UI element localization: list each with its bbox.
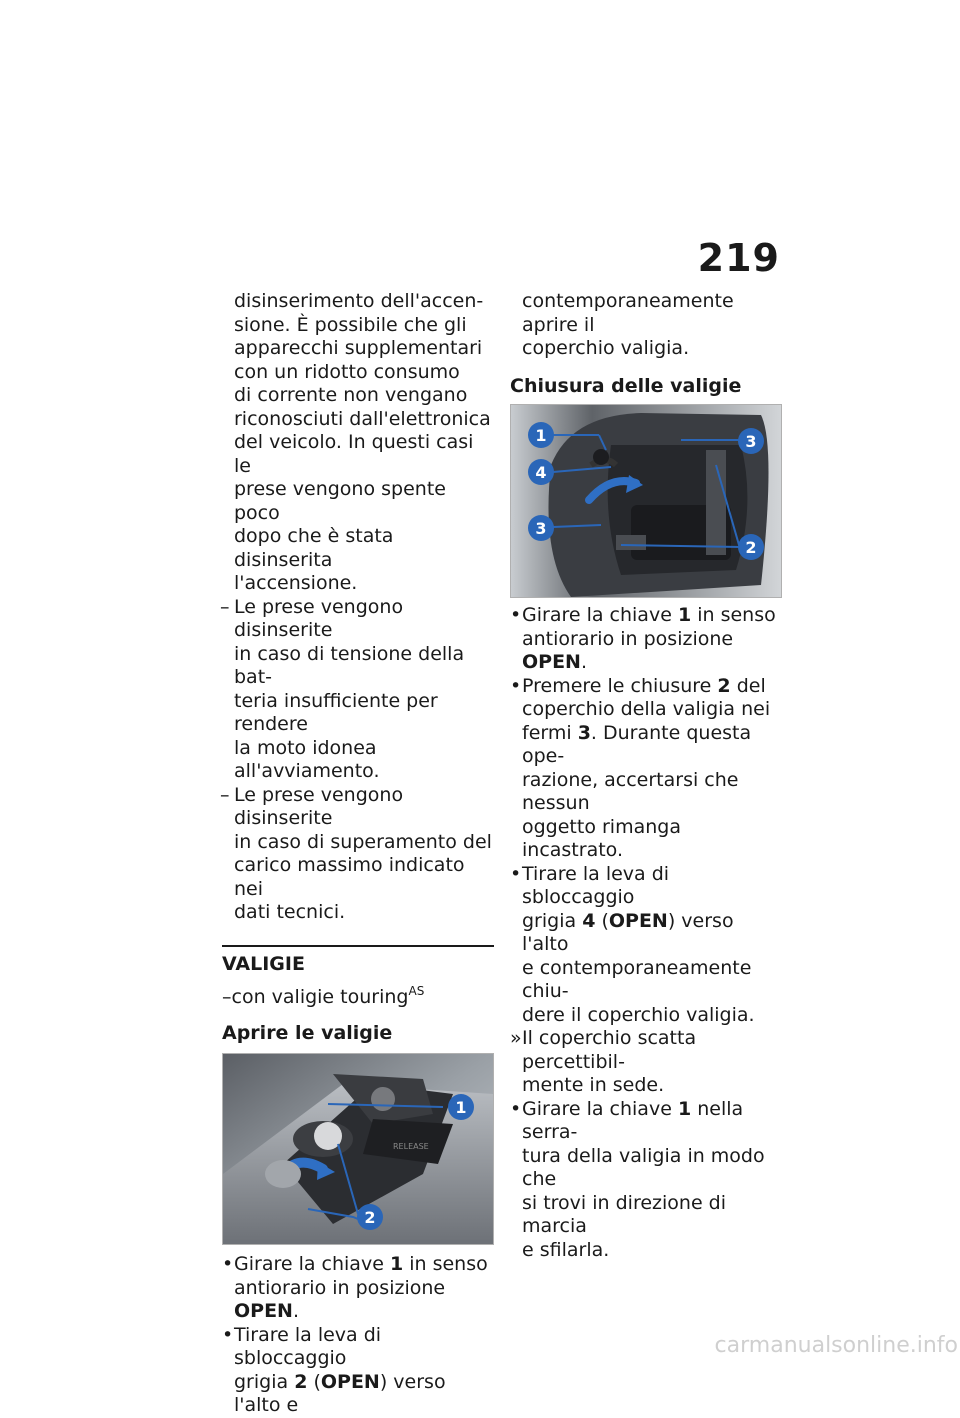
text-line [522, 1239, 782, 1263]
text-line [522, 1192, 782, 1239]
step-keyword: 2 [717, 674, 731, 697]
step-text: Il coperchio scatta percettibil- [522, 1027, 697, 1073]
step-item [510, 675, 782, 863]
step-text: ) verso l'alto [522, 909, 734, 955]
step-text: . [292, 1300, 300, 1322]
text-line [522, 722, 782, 769]
step-text: coperchio della valigia nei [522, 698, 771, 720]
text-line: la moto idonea all'avviamento. [234, 736, 380, 782]
step-text: ( [307, 1370, 321, 1393]
text-line [522, 604, 782, 628]
step-item [510, 1098, 782, 1263]
case-lock-illustration [223, 1054, 493, 1244]
step-text: . [580, 651, 588, 673]
step-text: fermi [522, 721, 578, 744]
text-line: riconosciuti dall'elettronica [234, 407, 491, 430]
step-keyword: OPEN [608, 909, 668, 932]
step-item [222, 1253, 494, 1324]
text-line [522, 1004, 782, 1028]
text-line [522, 863, 782, 910]
dash-marker: – [220, 783, 230, 806]
step-text: grigia [234, 1370, 295, 1393]
right-column [510, 290, 782, 1262]
step-item [510, 604, 782, 675]
step-keyword: 1 [677, 604, 692, 626]
step-text: antiorario in posizione [522, 627, 734, 650]
step-keyword: OPEN [522, 651, 581, 673]
text-line: prese vengono spente poco [234, 478, 446, 524]
step-item [510, 1027, 782, 1098]
step-keyword: OPEN [234, 1300, 293, 1322]
callout-4: 4 [535, 463, 547, 482]
dash-item [222, 596, 494, 784]
text-line [522, 628, 782, 675]
bullet-marker: • [510, 604, 522, 626]
step-keyword: 1 [677, 1097, 692, 1120]
text-line: Tirare la leva di sbloccaggio [234, 1323, 382, 1369]
step-text: dere il coperchio valigia. [522, 1003, 755, 1026]
intro-paragraph [222, 290, 494, 596]
bullet-marker: • [222, 1253, 234, 1275]
callout-2: 2 [364, 1208, 376, 1227]
step-keyword: 3 [577, 721, 591, 744]
step-item [222, 1324, 494, 1418]
text-line [522, 1098, 782, 1145]
text-line: contemporaneamente aprire il [522, 290, 734, 336]
step-text: Tirare la leva di sbloccaggio [522, 862, 670, 908]
text-line: di corrente non vengano [234, 384, 468, 406]
text-line [522, 1027, 782, 1074]
left-column [222, 290, 494, 1418]
text-line: carico massimo indicato nei [234, 854, 465, 900]
step-text: Girare la chiave [522, 1097, 678, 1120]
text-line [234, 1277, 494, 1324]
text-line: dopo che è stata disinserita [234, 525, 394, 571]
text-line: coperchio valigia. [522, 337, 690, 359]
step-text: grigia [522, 909, 583, 932]
step-ref: 1 [389, 1253, 404, 1275]
dash-item [222, 784, 494, 925]
step-text: si trovi in direzione di marcia [522, 1191, 727, 1237]
callout-3: 3 [745, 432, 757, 451]
callout-1: 1 [455, 1098, 467, 1117]
callout-1: 1 [535, 426, 547, 445]
step-item [510, 863, 782, 1028]
text-line: Le prese vengono disinserite [234, 783, 404, 829]
dash-marker: – [220, 595, 230, 618]
text-line: del veicolo. In questi casi le [234, 431, 474, 477]
text-line: dati tecnici. [234, 901, 346, 923]
text-line: l'accensione. [234, 572, 358, 594]
bullet-marker: • [222, 1323, 234, 1346]
section-title: VALIGIE [222, 952, 305, 975]
step-text: del [730, 674, 766, 697]
step-text: ) verso l'alto e [234, 1370, 446, 1416]
text-line [522, 698, 782, 722]
callout-3b: 3 [535, 519, 547, 538]
text-line: apparecchi supplementari [234, 337, 483, 359]
bullet-marker: • [510, 1097, 522, 1120]
watermark: carmanualsonline.info [714, 1333, 958, 1358]
figure-open-case [222, 1053, 494, 1245]
step-keyword: 4 [582, 909, 596, 932]
text-line: teria insufficiente per rendere [234, 689, 438, 735]
text-line [234, 1371, 494, 1418]
step-text: in senso [403, 1253, 488, 1275]
text-line: Le prese vengono disinserite [234, 595, 404, 641]
open-title: Aprire le valigie [222, 1021, 393, 1044]
callout-2: 2 [745, 538, 757, 557]
bullet-marker: • [510, 674, 522, 697]
section-divider [222, 945, 494, 947]
step-text: . Durante questa ope- [522, 721, 752, 767]
step-text: nella serra- [522, 1097, 744, 1143]
page-number: 219 [697, 236, 780, 280]
case-latch-illustration [511, 405, 781, 597]
step-text: in senso [691, 604, 776, 626]
step-text: razione, accertarsi che nessun [522, 768, 739, 814]
close-title: Chiusura delle valigie [510, 374, 742, 397]
svg-text:RELEASE: RELEASE [393, 1142, 429, 1151]
text-line [522, 675, 782, 699]
text-line: con un ridotto consumo [234, 360, 460, 383]
text-line [234, 1253, 494, 1277]
condition-line [222, 980, 494, 1010]
text-line: in caso di tensione della bat- [234, 642, 465, 688]
step-text: Premere le chiusure [522, 674, 718, 697]
text-line [522, 769, 782, 816]
step-text: ( [595, 909, 609, 932]
text-line: in caso di superamento del [234, 830, 492, 853]
step-text: Girare la chiave [522, 604, 678, 626]
condition-superscript: AS [408, 984, 425, 998]
step-text: tura della valigia in modo che [522, 1144, 765, 1190]
text-line: disinserimento dell'accen- [234, 290, 484, 312]
text-line [522, 816, 782, 863]
step-text: mente in sede. [522, 1074, 665, 1096]
step-text: Girare la chiave [234, 1253, 390, 1275]
bullet-marker: • [510, 862, 522, 885]
step-text: antiorario in posizione [234, 1276, 446, 1299]
close-steps-list [510, 604, 782, 1262]
text-line [522, 1074, 782, 1098]
text-line [522, 1145, 782, 1192]
step-text: oggetto rimanga incastrato. [522, 815, 681, 861]
step-ref: 2 [294, 1370, 308, 1393]
text-line: sione. È possibile che gli [234, 313, 467, 336]
text-line [522, 910, 782, 957]
result-marker: » [510, 1027, 522, 1049]
condition-text: –con valigie touring [222, 986, 409, 1008]
figure-close-case [510, 404, 782, 598]
continuation-paragraph [510, 290, 782, 361]
step-text: e sfilarla. [522, 1238, 610, 1261]
step-text: e contemporaneamente chiu- [522, 956, 752, 1002]
text-line [522, 957, 782, 1004]
step-keyword: OPEN [320, 1370, 380, 1393]
